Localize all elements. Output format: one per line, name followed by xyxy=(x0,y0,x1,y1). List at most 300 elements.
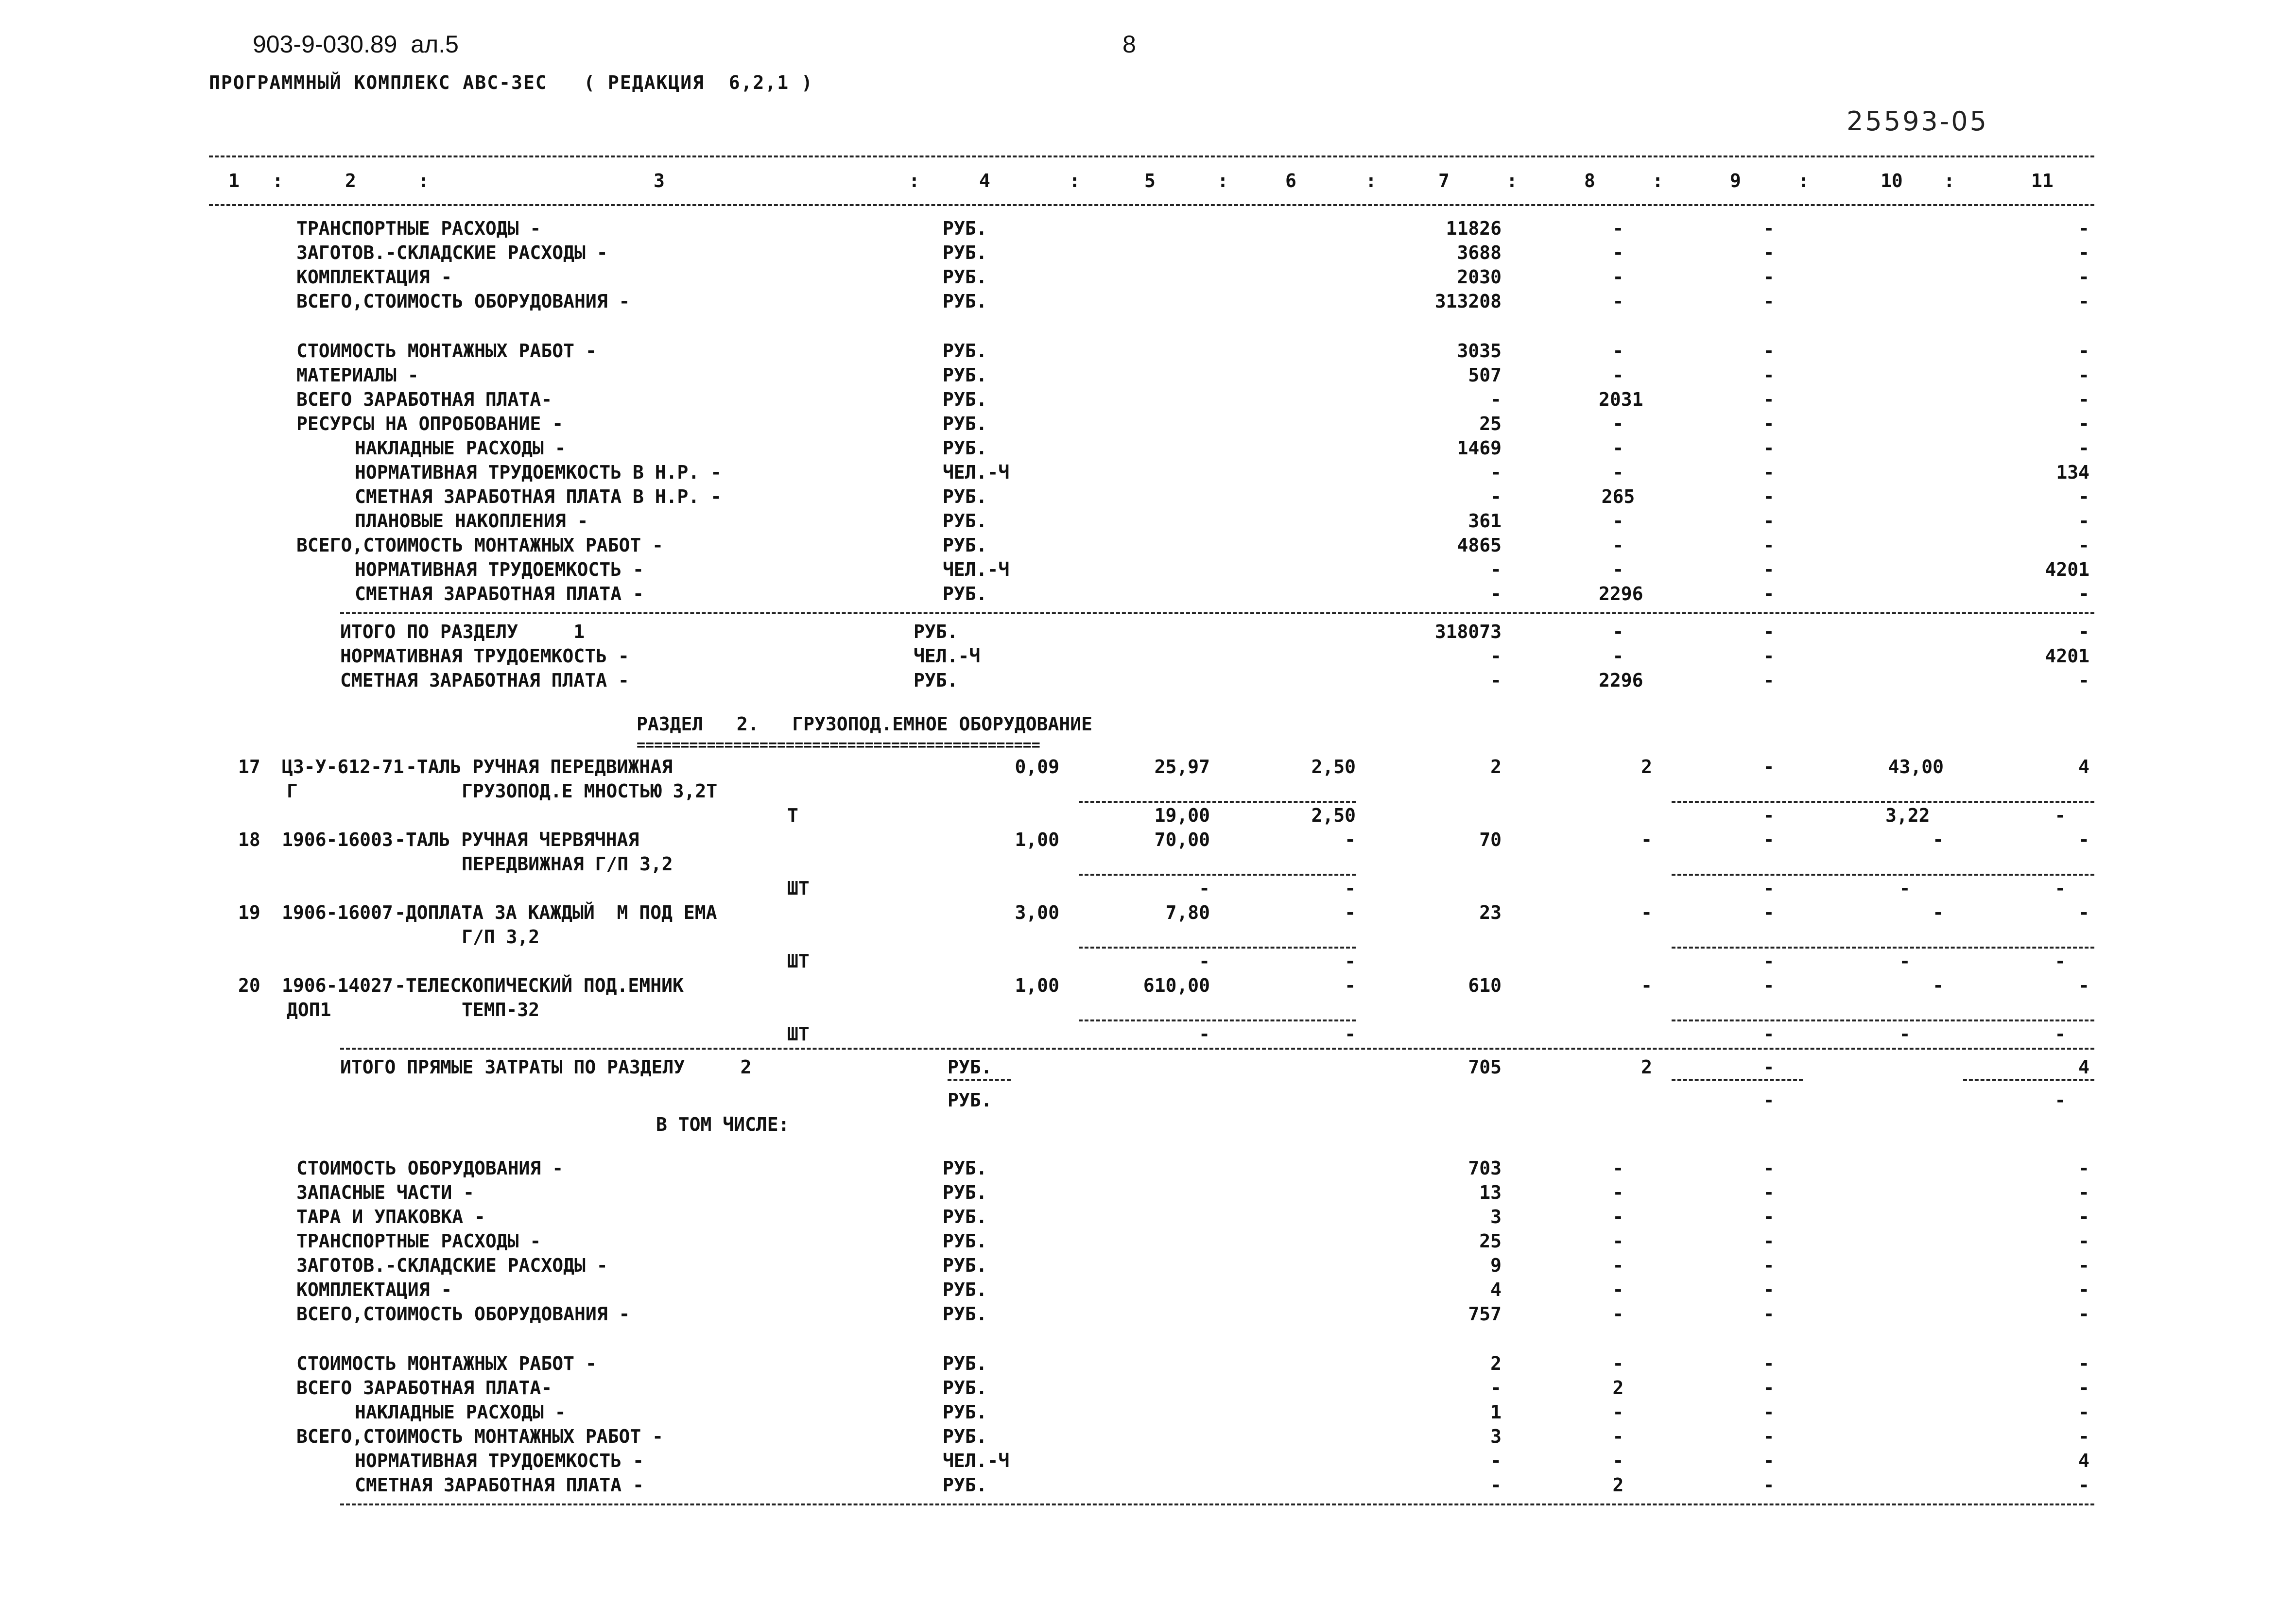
col6-cell: - xyxy=(1345,1023,1356,1045)
amount-cell: 3688 xyxy=(1457,242,1502,263)
item-description-cont: ТЕМП-32 xyxy=(462,999,540,1020)
col8-cell: 265 xyxy=(1601,486,1635,507)
col9-cell: - xyxy=(1763,510,1775,532)
table-row xyxy=(0,1255,2296,1279)
row-label: СТОИМОСТЬ МОНТАЖНЫХ РАБОТ - xyxy=(296,1353,597,1374)
unit-price-cell: 610,00 xyxy=(1143,975,1210,996)
col11-cell: - xyxy=(2078,902,2089,923)
col11-cell: - xyxy=(2078,291,2089,312)
col9-cell: - xyxy=(1763,902,1775,923)
item-number: 20 xyxy=(238,975,260,996)
col9-cell: - xyxy=(1763,1158,1775,1179)
cell-rule xyxy=(1079,947,1356,949)
col8-cell: - xyxy=(1612,462,1624,483)
col10-cell: - xyxy=(1933,829,1944,850)
table-row xyxy=(0,389,2296,413)
amount-cell: 1 xyxy=(1490,1401,1502,1423)
unit-price-cell: - xyxy=(1199,878,1210,899)
estimate-item-unit-row xyxy=(0,805,2296,829)
item-number: 19 xyxy=(238,902,260,923)
subtotal-rule xyxy=(340,1048,2094,1050)
amount-cell: - xyxy=(1490,486,1502,507)
col8-cell: - xyxy=(1612,266,1624,288)
col8-cell: - xyxy=(1641,902,1652,923)
unit-cell: РУБ. xyxy=(943,413,987,434)
col9-cell: - xyxy=(1763,218,1775,239)
item-code: 1906-16003 xyxy=(282,829,393,850)
col11-cell: - xyxy=(2078,364,2089,386)
unit-cell: ЧЕЛ.-Ч xyxy=(914,645,981,667)
col10-cell: 43,00 xyxy=(1888,756,1944,778)
row-label: НАКЛАДНЫЕ РАСХОДЫ - xyxy=(355,437,566,459)
cell-rule xyxy=(1079,874,1356,876)
amount-cell: 3035 xyxy=(1457,340,1502,362)
column-header-1: 1 xyxy=(228,170,240,191)
unit-cell: РУБ. xyxy=(943,1182,987,1203)
amount-cell: 11826 xyxy=(1446,218,1502,239)
table-row xyxy=(0,266,2296,291)
col11-cell: 134 xyxy=(2056,462,2089,483)
amount-cell: 4865 xyxy=(1457,535,1502,556)
cell-rule xyxy=(948,1079,1011,1081)
unit-price-cell: - xyxy=(1199,950,1210,972)
amount-cell: 3 xyxy=(1490,1206,1502,1227)
row-label: ВСЕГО,СТОИМОСТЬ МОНТАЖНЫХ РАБОТ - xyxy=(296,535,663,556)
row-label: ТАРА И УПАКОВКА - xyxy=(296,1206,485,1227)
row-label: СМЕТНАЯ ЗАРАБОТНАЯ ПЛАТА В Н.Р. - xyxy=(355,486,722,507)
amount-cell: - xyxy=(1490,1450,1502,1471)
column-header-8: 8 xyxy=(1584,170,1595,191)
col11-cell: - xyxy=(2078,413,2089,434)
table-row xyxy=(0,242,2296,266)
row-label: ПЛАНОВЫЕ НАКОПЛЕНИЯ - xyxy=(355,510,588,532)
row-label: ИТОГО ПРЯМЫЕ ЗАТРАТЫ ПО РАЗДЕЛУ 2 xyxy=(340,1056,752,1078)
col10-cell: - xyxy=(1899,1023,1911,1045)
col6-cell: - xyxy=(1345,829,1356,850)
amount-cell: 705 xyxy=(1468,1056,1502,1078)
cell-rule xyxy=(1672,874,2094,876)
item-code: 1906-14027 xyxy=(282,975,393,996)
col11-cell: - xyxy=(2078,670,2089,691)
unit-cell: РУБ. xyxy=(943,1279,987,1300)
unit-cell: РУБ. xyxy=(943,242,987,263)
col11-cell: - xyxy=(2078,1279,2089,1300)
col11-cell: - xyxy=(2054,950,2066,972)
col9-cell: - xyxy=(1763,1401,1775,1423)
cell-rule xyxy=(1672,801,2094,803)
table-row xyxy=(0,1401,2296,1426)
row-label: ВСЕГО ЗАРАБОТНАЯ ПЛАТА- xyxy=(296,389,552,410)
item-code: 1906-16007 xyxy=(282,902,393,923)
col9-cell: - xyxy=(1763,1474,1775,1496)
row-label: СМЕТНАЯ ЗАРАБОТНАЯ ПЛАТА - xyxy=(355,1474,644,1496)
table-row xyxy=(0,510,2296,535)
col8-cell: - xyxy=(1612,621,1624,642)
col11-cell: - xyxy=(2078,829,2089,850)
col11-cell: - xyxy=(2054,1089,2066,1111)
column-separator: : xyxy=(272,170,283,191)
row-label: ЗАГОТОВ.-СКЛАДСКИЕ РАСХОДЫ - xyxy=(296,242,608,263)
col9-cell: - xyxy=(1763,1450,1775,1471)
amount-cell: 318073 xyxy=(1434,621,1502,642)
col11-cell: 4 xyxy=(2078,1056,2089,1078)
col11-cell: - xyxy=(2078,486,2089,507)
col8-cell: - xyxy=(1612,1450,1624,1471)
col8-cell: 2 xyxy=(1612,1474,1624,1496)
row-label: РЕСУРСЫ НА ОПРОБОВАНИЕ - xyxy=(296,413,564,434)
row-label: НАКЛАДНЫЕ РАСХОДЫ - xyxy=(355,1401,566,1423)
table-row xyxy=(0,1182,2296,1206)
col11-cell: - xyxy=(2054,805,2066,826)
col10-cell: - xyxy=(1899,878,1911,899)
estimate-item-row xyxy=(0,829,2296,853)
col9-cell: - xyxy=(1763,437,1775,459)
col11-cell: - xyxy=(2078,242,2089,263)
item-description: -ТАЛЬ РУЧНАЯ ПЕРЕДВИЖНАЯ xyxy=(406,756,673,778)
table-row xyxy=(0,364,2296,389)
column-separator: : xyxy=(1944,170,1955,191)
unit-cell: ЧЕЛ.-Ч xyxy=(943,1450,1010,1471)
row-label: КОМПЛЕКТАЦИЯ - xyxy=(296,266,452,288)
column-header-3: 3 xyxy=(654,170,665,191)
col9-cell: - xyxy=(1763,291,1775,312)
amount-cell: 610 xyxy=(1468,975,1502,996)
unit-cell: РУБ. xyxy=(943,1255,987,1276)
col6-cell: 2,50 xyxy=(1311,805,1356,826)
col11-cell: - xyxy=(2078,1474,2089,1496)
unit-cell: РУБ. xyxy=(943,1426,987,1447)
cell-rule xyxy=(1672,1019,2094,1021)
quantity-cell: 3,00 xyxy=(1015,902,1059,923)
col9-cell: - xyxy=(1763,1353,1775,1374)
col8-cell: - xyxy=(1612,1426,1624,1447)
col11-cell: - xyxy=(2078,1353,2089,1374)
unit-cell: РУБ. xyxy=(943,1353,987,1374)
col8-cell: - xyxy=(1641,829,1652,850)
quantity-cell: 1,00 xyxy=(1015,829,1059,850)
cell-rule xyxy=(1672,1079,1803,1081)
col11-cell: - xyxy=(2078,1206,2089,1227)
table-row xyxy=(0,1377,2296,1401)
item-unit: ШТ xyxy=(787,1023,810,1045)
column-header-7: 7 xyxy=(1438,170,1450,191)
including-label xyxy=(0,1114,2296,1138)
table-row xyxy=(0,413,2296,437)
section-heading-underline: ============================================== xyxy=(637,737,1040,754)
col8-cell: - xyxy=(1612,1206,1624,1227)
item-number: 18 xyxy=(238,829,260,850)
section-total-row xyxy=(0,670,2296,694)
col8-cell: - xyxy=(1612,1158,1624,1179)
col9-cell: - xyxy=(1763,535,1775,556)
column-header-9: 9 xyxy=(1730,170,1741,191)
col9-cell: - xyxy=(1763,583,1775,605)
unit-cell: РУБ. xyxy=(943,510,987,532)
amount-cell: - xyxy=(1490,1377,1502,1399)
unit-cell: РУБ. xyxy=(943,535,987,556)
col9-cell: - xyxy=(1763,1377,1775,1399)
col8-cell: - xyxy=(1641,975,1652,996)
col11-cell: - xyxy=(2078,1230,2089,1252)
section-title xyxy=(0,713,2296,738)
column-separator: : xyxy=(1217,170,1228,191)
column-header-2: 2 xyxy=(345,170,356,191)
col8-cell: 2296 xyxy=(1599,670,1643,691)
handwritten-doc-number: 25593-05 xyxy=(1847,106,1988,137)
col9-cell: - xyxy=(1763,462,1775,483)
unit-cell: РУБ. xyxy=(943,266,987,288)
col11-cell: - xyxy=(2078,510,2089,532)
col9-cell: - xyxy=(1763,975,1775,996)
unit-price-cell: 25,97 xyxy=(1154,756,1210,778)
item-description-cont: Г/П 3,2 xyxy=(462,926,540,948)
amount-cell: 703 xyxy=(1468,1158,1502,1179)
amount-cell: 23 xyxy=(1479,902,1502,923)
estimate-item-row xyxy=(0,756,2296,780)
row-label: МАТЕРИАЛЫ - xyxy=(296,364,419,386)
table-row xyxy=(0,437,2296,462)
column-separator: : xyxy=(418,170,429,191)
amount-cell: 2030 xyxy=(1457,266,1502,288)
section-direct-total-row xyxy=(0,1056,2296,1081)
table-row xyxy=(0,291,2296,315)
col11-cell: - xyxy=(2078,535,2089,556)
col8-cell: - xyxy=(1612,1303,1624,1325)
column-separator: : xyxy=(1506,170,1518,191)
col11-cell: - xyxy=(2078,266,2089,288)
table-row xyxy=(0,1206,2296,1230)
unit-price-cell: 7,80 xyxy=(1165,902,1210,923)
table-row xyxy=(0,340,2296,364)
col11-cell: 4 xyxy=(2078,1450,2089,1471)
item-unit: ШТ xyxy=(787,950,810,972)
col6-cell: - xyxy=(1345,975,1356,996)
unit-cell: ЧЕЛ.-Ч xyxy=(943,462,1010,483)
unit-cell: РУБ. xyxy=(943,1401,987,1423)
col9-cell: - xyxy=(1763,1426,1775,1447)
column-separator: : xyxy=(1365,170,1377,191)
row-label: СТОИМОСТЬ ОБОРУДОВАНИЯ - xyxy=(296,1158,564,1179)
col8-cell: - xyxy=(1612,218,1624,239)
estimate-item-unit-row xyxy=(0,950,2296,975)
col8-cell: - xyxy=(1612,1182,1624,1203)
table-row xyxy=(0,1230,2296,1255)
col11-cell: 4 xyxy=(2078,756,2089,778)
amount-cell: 313208 xyxy=(1434,291,1502,312)
estimate-item-unit-row xyxy=(0,1023,2296,1048)
amount-cell: 2 xyxy=(1490,756,1502,778)
row-label: НОРМАТИВНАЯ ТРУДОЕМКОСТЬ - xyxy=(355,1450,644,1471)
col8-cell: - xyxy=(1612,364,1624,386)
program-title: ПРОГРАММНЫЙ КОМПЛЕКС АВС-3ЕС ( РЕДАКЦИЯ 6,2,1 ) xyxy=(209,72,813,93)
item-code-cont: Г xyxy=(287,780,298,802)
table-row xyxy=(0,1279,2296,1303)
unit-cell: РУБ. xyxy=(943,291,987,312)
amount-cell: 25 xyxy=(1479,1230,1502,1252)
item-description: -ТЕЛЕСКОПИЧЕСКИЙ ПОД.ЕМНИК xyxy=(395,975,684,996)
unit-cell: РУБ. xyxy=(943,1206,987,1227)
amount-cell: 70 xyxy=(1479,829,1502,850)
table-row xyxy=(0,1303,2296,1328)
col11-cell: - xyxy=(2078,1426,2089,1447)
section-total-row xyxy=(0,645,2296,670)
table-row xyxy=(0,1426,2296,1450)
amount-cell: 13 xyxy=(1479,1182,1502,1203)
item-description: -ДОПЛАТА ЗА КАЖДЫЙ М ПОД ЕМА xyxy=(395,902,717,923)
col6-cell: - xyxy=(1345,950,1356,972)
table-bottom-rule xyxy=(340,1503,2094,1505)
unit-cell: РУБ. xyxy=(948,1056,992,1078)
amount-cell: 9 xyxy=(1490,1255,1502,1276)
column-separator: : xyxy=(909,170,920,191)
col8-cell: - xyxy=(1612,340,1624,362)
table-row xyxy=(0,1474,2296,1499)
col11-cell: - xyxy=(2078,437,2089,459)
col6-cell: 2,50 xyxy=(1311,756,1356,778)
col11-cell: - xyxy=(2054,1023,2066,1045)
estimate-item-row xyxy=(0,975,2296,999)
col8-cell: - xyxy=(1612,437,1624,459)
row-label: ИТОГО ПО РАЗДЕЛУ 1 xyxy=(340,621,585,642)
col9-cell: - xyxy=(1763,756,1775,778)
col9-cell: - xyxy=(1763,1303,1775,1325)
col8-cell: - xyxy=(1612,413,1624,434)
col8-cell: 2296 xyxy=(1599,583,1643,605)
unit-cell: РУБ. xyxy=(943,437,987,459)
unit-cell: РУБ. xyxy=(914,670,958,691)
column-separator: : xyxy=(1798,170,1809,191)
section-direct-total-row xyxy=(0,1089,2296,1114)
amount-cell: - xyxy=(1490,559,1502,580)
col10-cell: - xyxy=(1899,950,1911,972)
col8-cell: - xyxy=(1612,1401,1624,1423)
row-label: НОРМАТИВНАЯ ТРУДОЕМКОСТЬ - xyxy=(340,645,629,667)
row-label: ВСЕГО,СТОИМОСТЬ МОНТАЖНЫХ РАБОТ - xyxy=(296,1426,663,1447)
col11-cell: - xyxy=(2078,389,2089,410)
row-label: СТОИМОСТЬ МОНТАЖНЫХ РАБОТ - xyxy=(296,340,597,362)
including-heading: В ТОМ ЧИСЛЕ: xyxy=(656,1114,790,1135)
col11-cell: - xyxy=(2078,1377,2089,1399)
col11-cell: - xyxy=(2078,1401,2089,1423)
unit-cell: РУБ. xyxy=(943,1303,987,1325)
col6-cell: - xyxy=(1345,878,1356,899)
item-number: 17 xyxy=(238,756,260,778)
unit-cell: РУБ. xyxy=(943,1158,987,1179)
section-heading: РАЗДЕЛ 2. ГРУЗОПОД.ЕМНОЕ ОБОРУДОВАНИЕ xyxy=(637,713,1092,735)
item-code: ЦЗ-У-612-71 xyxy=(282,756,404,778)
unit-price-cell: 19,00 xyxy=(1154,805,1210,826)
col9-cell: - xyxy=(1763,645,1775,667)
col8-cell: - xyxy=(1612,291,1624,312)
row-label: ВСЕГО,СТОИМОСТЬ ОБОРУДОВАНИЯ - xyxy=(296,1303,630,1325)
amount-cell: - xyxy=(1490,389,1502,410)
row-label: ТРАНСПОРТНЫЕ РАСХОДЫ - xyxy=(296,218,541,239)
cell-rule xyxy=(1079,1019,1356,1021)
col9-cell: - xyxy=(1763,1182,1775,1203)
col8-cell: 2 xyxy=(1641,1056,1652,1078)
item-unit: Т xyxy=(787,805,798,826)
col9-cell: - xyxy=(1763,805,1775,826)
column-separator: : xyxy=(1069,170,1080,191)
col8-cell: - xyxy=(1612,645,1624,667)
col11-cell: - xyxy=(2078,621,2089,642)
col11-cell: 4201 xyxy=(2045,645,2089,667)
amount-cell: 3 xyxy=(1490,1426,1502,1447)
amount-cell: 4 xyxy=(1490,1279,1502,1300)
col10-cell: 3,22 xyxy=(1885,805,1930,826)
col9-cell: - xyxy=(1763,364,1775,386)
col8-cell: - xyxy=(1612,1255,1624,1276)
col8-cell: 2 xyxy=(1612,1377,1624,1399)
col11-cell: - xyxy=(2078,975,2089,996)
row-label: ВСЕГО,СТОИМОСТЬ ОБОРУДОВАНИЯ - xyxy=(296,291,630,312)
col11-cell: - xyxy=(2078,583,2089,605)
table-row xyxy=(0,1450,2296,1474)
table-row xyxy=(0,462,2296,486)
unit-cell: РУБ. xyxy=(943,389,987,410)
amount-cell: 507 xyxy=(1468,364,1502,386)
column-header-10: 10 xyxy=(1881,170,1903,191)
amount-cell: - xyxy=(1490,583,1502,605)
column-header-11: 11 xyxy=(2031,170,2054,191)
table-row xyxy=(0,218,2296,242)
col10-cell: - xyxy=(1933,902,1944,923)
unit-price-cell: 70,00 xyxy=(1154,829,1210,850)
row-label: НОРМАТИВНАЯ ТРУДОЕМКОСТЬ В Н.Р. - xyxy=(355,462,722,483)
amount-cell: 1469 xyxy=(1457,437,1502,459)
unit-cell: РУБ. xyxy=(943,340,987,362)
row-label: ВСЕГО ЗАРАБОТНАЯ ПЛАТА- xyxy=(296,1377,552,1399)
col9-cell: - xyxy=(1763,1023,1775,1045)
unit-cell: РУБ. xyxy=(943,1377,987,1399)
estimate-item-unit-row xyxy=(0,878,2296,902)
col11-cell: - xyxy=(2054,878,2066,899)
col8-cell: 2 xyxy=(1641,756,1652,778)
section-total-row xyxy=(0,621,2296,645)
col9-cell: - xyxy=(1763,1255,1775,1276)
col11-cell: - xyxy=(2078,1182,2089,1203)
amount-cell: 757 xyxy=(1468,1303,1502,1325)
col11-cell: - xyxy=(2078,1255,2089,1276)
col9-cell: - xyxy=(1763,670,1775,691)
col8-cell: - xyxy=(1612,1353,1624,1374)
amount-cell: - xyxy=(1490,1474,1502,1496)
amount-cell: - xyxy=(1490,645,1502,667)
cell-rule xyxy=(1963,1079,2094,1081)
cell-rule xyxy=(1672,947,2094,949)
item-description-cont: ГРУЗОПОД.Е МНОСТЬЮ 3,2Т xyxy=(462,780,718,802)
col8-cell: - xyxy=(1612,242,1624,263)
col9-cell: - xyxy=(1763,559,1775,580)
col11-cell: - xyxy=(2078,340,2089,362)
col9-cell: - xyxy=(1763,340,1775,362)
table-row xyxy=(0,535,2296,559)
col9-cell: - xyxy=(1763,950,1775,972)
column-header-5: 5 xyxy=(1144,170,1156,191)
col10-cell: - xyxy=(1933,975,1944,996)
col9-cell: - xyxy=(1763,389,1775,410)
row-label: КОМПЛЕКТАЦИЯ - xyxy=(296,1279,452,1300)
col6-cell: - xyxy=(1345,902,1356,923)
unit-cell: РУБ. xyxy=(943,583,987,605)
amount-cell: 361 xyxy=(1468,510,1502,532)
unit-cell: РУБ. xyxy=(914,621,958,642)
row-label: ЗАГОТОВ.-СКЛАДСКИЕ РАСХОДЫ - xyxy=(296,1255,608,1276)
cell-rule xyxy=(1079,801,1356,803)
column-separator: : xyxy=(1652,170,1663,191)
col9-cell: - xyxy=(1763,1089,1775,1111)
item-unit: ШТ xyxy=(787,878,810,899)
